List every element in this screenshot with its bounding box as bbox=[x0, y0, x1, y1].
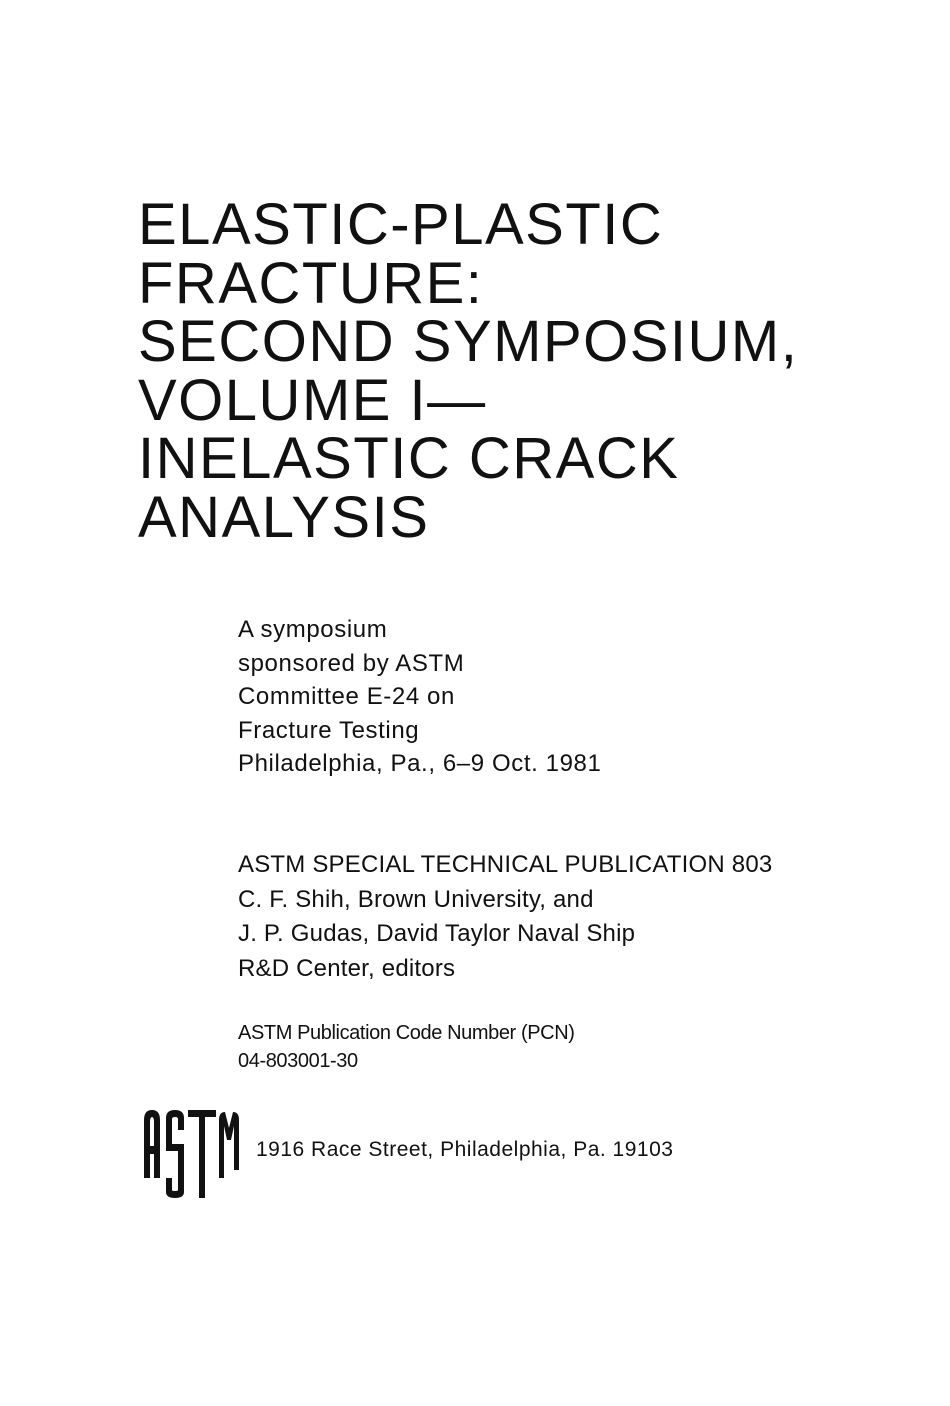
editor-line: C. F. Shih, Brown University, and bbox=[238, 885, 594, 913]
title-line: ANALYSIS bbox=[138, 484, 430, 550]
sponsor-line: Philadelphia, Pa., 6–9 Oct. 1981 bbox=[238, 750, 602, 777]
publication-line: ASTM SPECIAL TECHNICAL PUBLICATION 803 bbox=[238, 851, 773, 878]
book-title bbox=[138, 192, 898, 550]
sponsor-line: A symposium bbox=[238, 616, 388, 643]
sponsor-line: sponsored by ASTM bbox=[238, 649, 465, 677]
sponsor-statement bbox=[238, 613, 878, 781]
title-line: INELASTIC CRACK bbox=[138, 426, 680, 491]
title-line: SECOND SYMPOSIUM, bbox=[138, 309, 799, 374]
sponsor-line: Fracture Testing bbox=[238, 716, 420, 744]
title-line: ELASTIC-PLASTIC bbox=[138, 192, 664, 257]
pcn-number: 04-803001-30 bbox=[238, 1050, 358, 1072]
astm-logo-icon bbox=[140, 1108, 242, 1200]
title-line: FRACTURE: bbox=[138, 250, 484, 316]
sponsor-line: Committee E-24 on bbox=[238, 683, 455, 710]
pcn-label: ASTM Publication Code Number (PCN) bbox=[238, 1022, 575, 1044]
title-line: VOLUME I— bbox=[138, 367, 487, 433]
editor-line: J. P. Gudas, David Taylor Naval Ship bbox=[238, 920, 636, 947]
publisher-address: 1916 Race Street, Philadelphia, Pa. 19103 bbox=[256, 1138, 674, 1161]
editor-line: R&D Center, editors bbox=[238, 954, 456, 982]
pcn-code bbox=[238, 1019, 878, 1075]
publication-editors bbox=[238, 848, 878, 986]
